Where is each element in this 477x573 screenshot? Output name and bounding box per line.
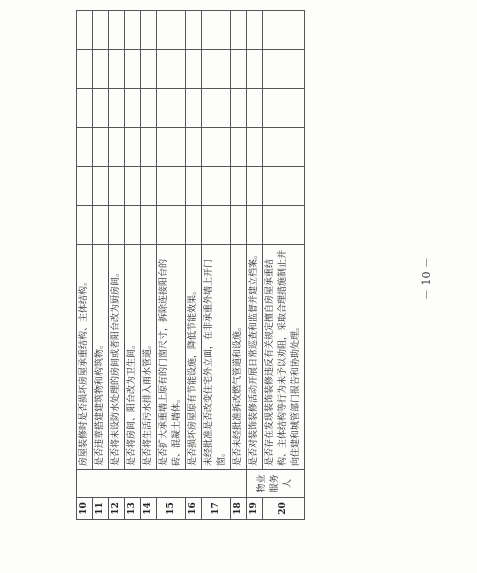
inspection-table bbox=[76, 10, 305, 520]
blank-cell bbox=[141, 50, 157, 89]
blank-cell bbox=[141, 206, 157, 245]
row-content: 房屋装修时是否损坏房屋承重结构、主体结构。 bbox=[77, 245, 93, 470]
blank-cell bbox=[247, 11, 263, 50]
table-row bbox=[263, 11, 305, 520]
blank-cell bbox=[247, 206, 263, 245]
table-row bbox=[141, 11, 157, 520]
blank-cell bbox=[186, 206, 202, 245]
blank-cell bbox=[157, 128, 186, 167]
row-number: 19 bbox=[247, 498, 263, 520]
blank-cell bbox=[93, 206, 109, 245]
blank-cell bbox=[77, 167, 93, 206]
table-row bbox=[93, 11, 109, 520]
row-number: 17 bbox=[202, 498, 231, 520]
blank-cell bbox=[231, 206, 247, 245]
blank-cell bbox=[157, 89, 186, 128]
blank-cell bbox=[263, 206, 305, 245]
blank-cell bbox=[77, 11, 93, 50]
blank-cell bbox=[186, 167, 202, 206]
row-number: 15 bbox=[157, 498, 186, 520]
row-content: 未经批准是否改变住宅外立面，在非承重外墙上开门窗。 bbox=[202, 245, 231, 470]
blank-cell bbox=[125, 206, 141, 245]
blank-cell bbox=[202, 206, 231, 245]
row-number: 20 bbox=[263, 498, 305, 520]
blank-cell bbox=[109, 128, 125, 167]
blank-cell bbox=[109, 206, 125, 245]
blank-cell bbox=[247, 89, 263, 128]
blank-cell bbox=[202, 11, 231, 50]
blank-cell bbox=[157, 167, 186, 206]
blank-cell bbox=[186, 89, 202, 128]
row-content: 是否扩大承重墙上原有的门窗尺寸，拆除连接阳台的砖、混凝土墙体。 bbox=[157, 245, 186, 470]
blank-cell bbox=[202, 167, 231, 206]
row-number: 13 bbox=[125, 498, 141, 520]
row-content: 是否将生活污水排入雨水管道。 bbox=[141, 245, 157, 470]
table-row bbox=[109, 11, 125, 520]
row-number: 11 bbox=[93, 498, 109, 520]
blank-cell bbox=[186, 11, 202, 50]
blank-cell bbox=[77, 89, 93, 128]
blank-cell bbox=[93, 128, 109, 167]
blank-cell bbox=[263, 167, 305, 206]
blank-cell bbox=[125, 11, 141, 50]
blank-cell bbox=[231, 167, 247, 206]
blank-cell bbox=[109, 50, 125, 89]
blank-cell bbox=[202, 128, 231, 167]
row-content: 是否损坏房屋原有节能设施，降低节能效果。 bbox=[186, 245, 202, 470]
blank-cell bbox=[125, 89, 141, 128]
blank-cell bbox=[263, 50, 305, 89]
blank-cell bbox=[141, 167, 157, 206]
row-number: 16 bbox=[186, 498, 202, 520]
row-content: 是否存在发现装饰装修违反有关规定擅自房屋承重结构、主体结构等行为未予以劝阻，采取合理措施制止并向住建和城管部门报告和协助处理。 bbox=[263, 245, 305, 470]
blank-cell bbox=[231, 128, 247, 167]
table-row bbox=[125, 11, 141, 520]
blank-cell bbox=[93, 89, 109, 128]
blank-cell bbox=[202, 89, 231, 128]
blank-cell bbox=[77, 50, 93, 89]
blank-cell bbox=[157, 11, 186, 50]
row-content: 是否违章搭建建筑物和构筑物。 bbox=[93, 245, 109, 470]
blank-cell bbox=[141, 128, 157, 167]
blank-cell bbox=[263, 128, 305, 167]
rotated-table-wrapper bbox=[76, 10, 402, 520]
blank-cell bbox=[125, 128, 141, 167]
blank-cell bbox=[125, 167, 141, 206]
blank-cell bbox=[77, 128, 93, 167]
role-cell-empty bbox=[77, 470, 247, 498]
blank-cell bbox=[202, 50, 231, 89]
blank-cell bbox=[263, 11, 305, 50]
role-cell: 物业服务人 bbox=[247, 470, 305, 498]
blank-cell bbox=[77, 206, 93, 245]
blank-cell bbox=[141, 11, 157, 50]
row-content: 是否将未设防水处理的房间或者阳台改为厨房间。 bbox=[109, 245, 125, 470]
blank-cell bbox=[247, 50, 263, 89]
blank-cell bbox=[93, 167, 109, 206]
blank-cell bbox=[231, 11, 247, 50]
row-number: 10 bbox=[77, 498, 93, 520]
blank-cell bbox=[109, 89, 125, 128]
table-row bbox=[202, 11, 231, 520]
blank-cell bbox=[263, 89, 305, 128]
table-row bbox=[247, 11, 263, 520]
blank-cell bbox=[231, 89, 247, 128]
table-row bbox=[77, 11, 93, 520]
row-number: 18 bbox=[231, 498, 247, 520]
row-content: 是否将房间、阳台改为卫生间。 bbox=[125, 245, 141, 470]
blank-cell bbox=[141, 89, 157, 128]
blank-cell bbox=[93, 11, 109, 50]
row-content: 是否未经批准拆改燃气管道和设施。 bbox=[231, 245, 247, 470]
blank-cell bbox=[93, 50, 109, 89]
row-number: 12 bbox=[109, 498, 125, 520]
blank-cell bbox=[125, 50, 141, 89]
table-row bbox=[231, 11, 247, 520]
table-row bbox=[157, 11, 186, 520]
blank-cell bbox=[247, 167, 263, 206]
blank-cell bbox=[231, 50, 247, 89]
row-number: 14 bbox=[141, 498, 157, 520]
row-content: 是否对装饰装修活动开展日常巡查和监督并建立档案。 bbox=[247, 245, 263, 470]
blank-cell bbox=[157, 50, 186, 89]
page-number: － 10 － bbox=[420, 257, 433, 300]
table-row bbox=[186, 11, 202, 520]
blank-cell bbox=[186, 128, 202, 167]
blank-cell bbox=[247, 128, 263, 167]
blank-cell bbox=[109, 11, 125, 50]
blank-cell bbox=[157, 206, 186, 245]
blank-cell bbox=[186, 50, 202, 89]
blank-cell bbox=[109, 167, 125, 206]
